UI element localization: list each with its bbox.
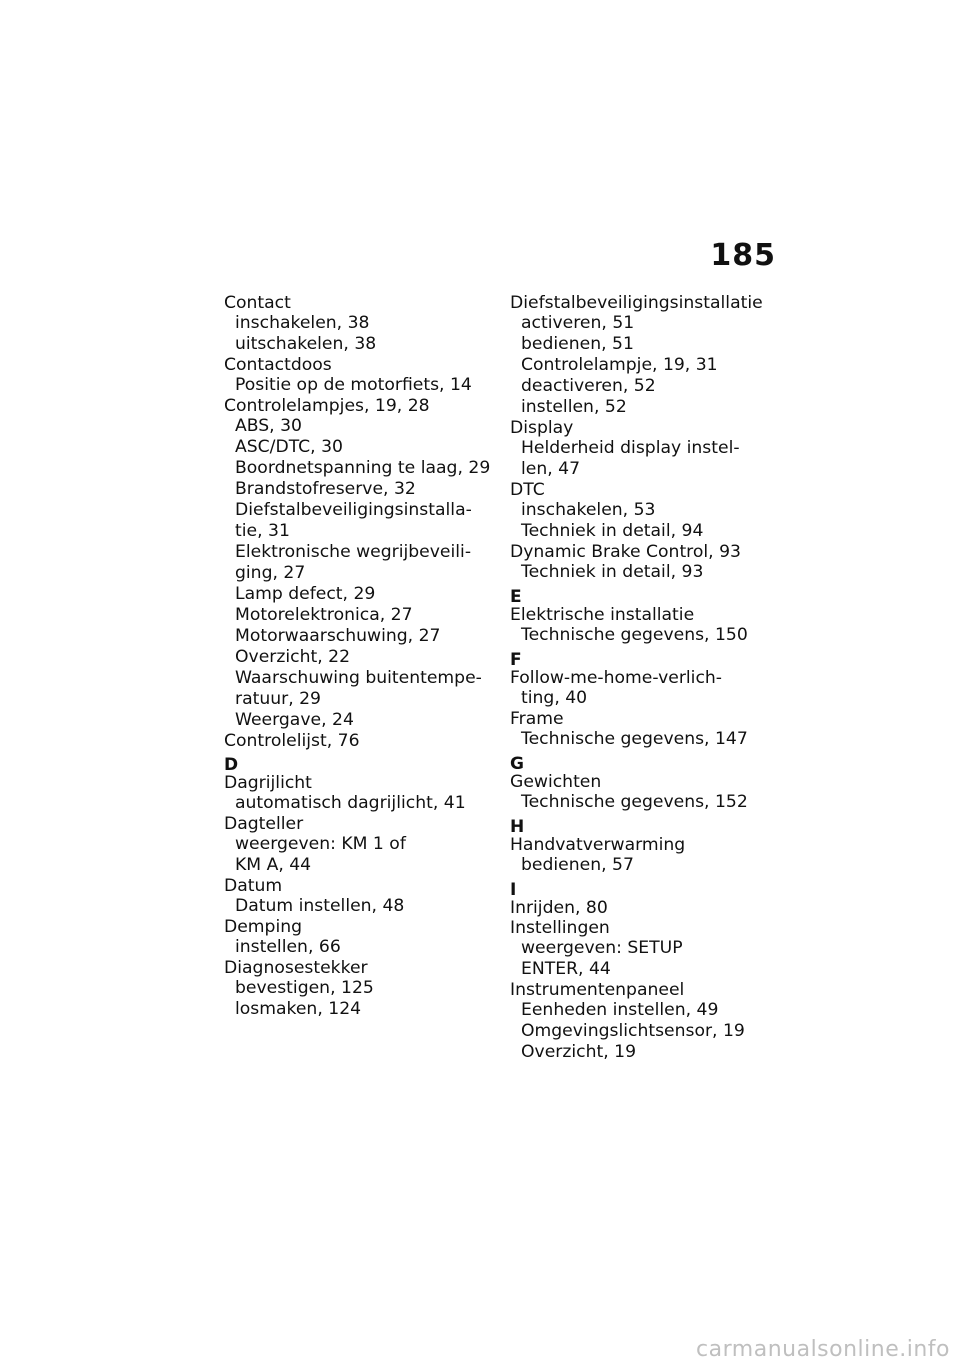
index-subentry: ging, 27 (235, 563, 306, 583)
index-subentry: len, 47 (521, 459, 581, 479)
index-subentry: Diefstalbeveiligingsinstalla- (235, 500, 472, 520)
index-subentry: Omgevingslichtsensor, 19 (521, 1021, 745, 1041)
index-term: Dagrijlicht (224, 773, 312, 793)
index-subentry: Datum instellen, 48 (235, 896, 405, 916)
index-subentry: Waarschuwing buitentempe- (235, 668, 482, 688)
index-subentry: instellen, 66 (235, 937, 341, 957)
index-subentry: Elektronische wegrijbeveili- (235, 542, 472, 562)
index-subentry: Eenheden instellen, 49 (521, 1000, 719, 1020)
index-subentry: activeren, 51 (521, 313, 635, 333)
index-subentry: Overzicht, 19 (521, 1042, 637, 1062)
index-term: Controlelijst, 76 (224, 731, 360, 751)
index-subentry: instellen, 52 (521, 397, 627, 417)
index-column-right (510, 293, 800, 1063)
index-subentry: Positie op de motorfiets, 14 (235, 375, 472, 395)
index-subentry: bevestigen, 125 (235, 978, 374, 998)
index-subentry: ting, 40 (521, 688, 588, 708)
index-subentry: Motorelektronica, 27 (235, 605, 413, 625)
index-term: Demping (224, 917, 303, 937)
index-subentry: ENTER, 44 (521, 959, 611, 979)
index-term: Dagteller (224, 814, 304, 834)
index-subentry: Techniek in detail, 93 (521, 562, 704, 582)
index-subentry: Brandstofreserve, 32 (235, 479, 416, 499)
index-subentry: Techniek in detail, 94 (521, 521, 704, 541)
index-term: Controlelampjes, 19, 28 (224, 396, 430, 416)
index-term: Datum (224, 876, 283, 896)
index-subentry: inschakelen, 53 (521, 500, 656, 520)
index-subentry: ABS, 30 (235, 416, 302, 436)
index-term: Instrumentenpaneel (510, 980, 685, 1000)
index-subentry: Lamp defect, 29 (235, 584, 376, 604)
index-subentry: bedienen, 51 (521, 334, 634, 354)
index-subentry: deactiveren, 52 (521, 376, 656, 396)
index-term: Dynamic Brake Control, 93 (510, 542, 741, 562)
index-subentry: automatisch dagrijlicht, 41 (235, 793, 466, 813)
index-subentry: inschakelen, 38 (235, 313, 370, 333)
index-subentry: Technische gegevens, 147 (521, 729, 748, 749)
section-letter: H (510, 817, 525, 837)
index-term: Gewichten (510, 772, 602, 792)
index-term: Diefstalbeveiligingsinstallatie (510, 293, 763, 313)
index-term: Follow-me-home-verlich- (510, 668, 723, 688)
index-term: Diagnosestekker (224, 958, 368, 978)
index-subentry: Motorwaarschuwing, 27 (235, 626, 441, 646)
index-subentry: uitschakelen, 38 (235, 334, 377, 354)
index-subentry: ASC/DTC, 30 (235, 437, 343, 457)
index-term: DTC (510, 480, 545, 500)
index-subentry: KM A, 44 (235, 855, 312, 875)
index-subentry: tie, 31 (235, 521, 290, 541)
index-subentry: bedienen, 57 (521, 855, 634, 875)
index-subentry: Technische gegevens, 150 (521, 625, 748, 645)
watermark-text: carmanualsonline.info (696, 1337, 950, 1362)
index-term: Frame (510, 709, 564, 729)
index-term: Handvatverwarming (510, 835, 686, 855)
index-subentry: Helderheid display instel- (521, 438, 740, 458)
page-number: 185 (710, 238, 776, 273)
index-subentry: weergeven: SETUP (521, 938, 683, 958)
section-letter: F (510, 650, 522, 670)
index-term: Display (510, 418, 574, 438)
index-subentry: Boordnetspanning te laag, 29 (235, 458, 491, 478)
section-letter: I (510, 880, 517, 900)
index-column-left (224, 293, 514, 1020)
index-subentry: Controlelampje, 19, 31 (521, 355, 718, 375)
index-term: Instellingen (510, 918, 610, 938)
section-letter: G (510, 754, 524, 774)
index-subentry: Technische gegevens, 152 (521, 792, 748, 812)
section-letter: E (510, 587, 522, 607)
section-letter: D (224, 755, 239, 775)
index-term: Contact (224, 293, 291, 313)
index-term: Elektrische installatie (510, 605, 695, 625)
index-term: Contactdoos (224, 355, 332, 375)
index-subentry: losmaken, 124 (235, 999, 362, 1019)
index-subentry: Weergave, 24 (235, 710, 354, 730)
index-subentry: weergeven: KM 1 of (235, 834, 406, 854)
index-term: Inrijden, 80 (510, 898, 608, 918)
index-subentry: ratuur, 29 (235, 689, 321, 709)
index-subentry: Overzicht, 22 (235, 647, 351, 667)
